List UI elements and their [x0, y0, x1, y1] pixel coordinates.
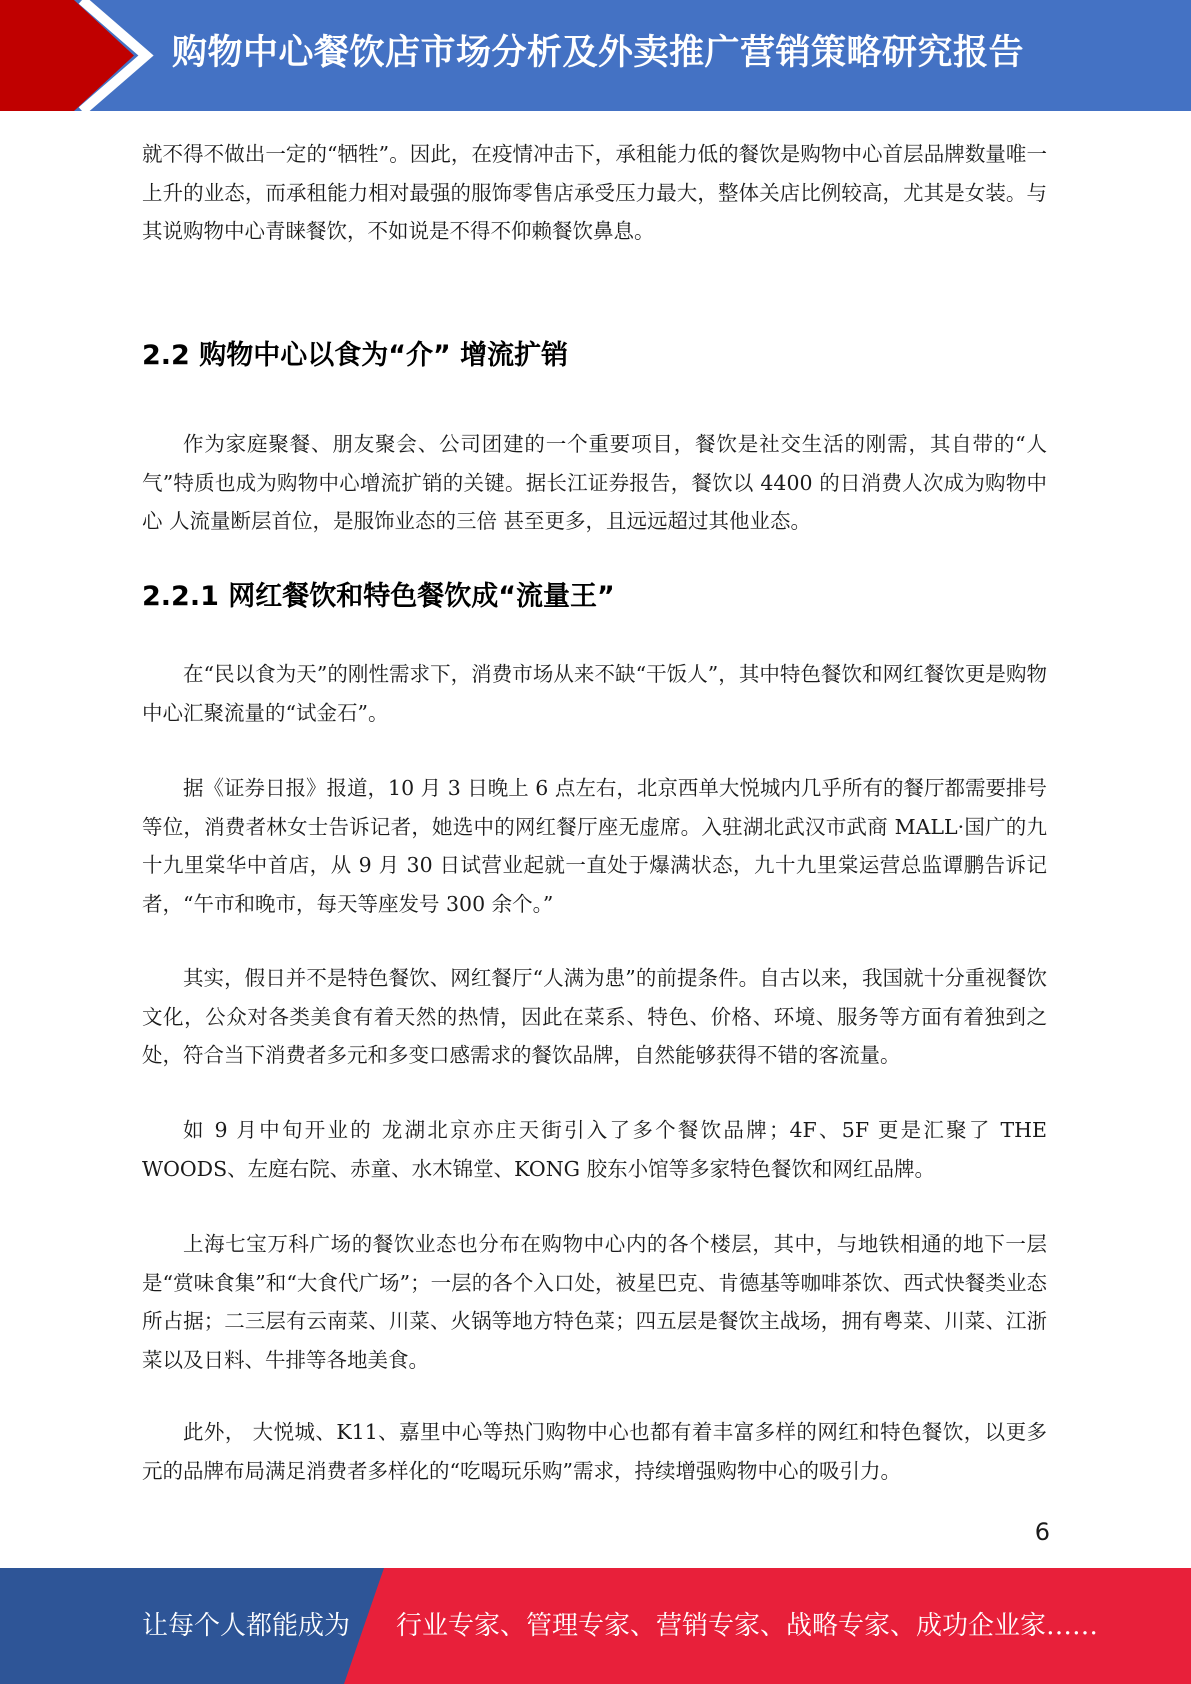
report-title: 购物中心餐饮店市场分析及外卖推广营销策略研究报告: [172, 33, 1025, 73]
page-footer: [0, 1568, 1191, 1684]
paragraph: 据《证券日报》报道，10 月 3 日晚上 6 点左右，北京西单大悦城内几乎所有的餐厅都需要排号等位，消费者林女士告诉记者，她选中的网红餐厅座无虚席。入驻湖北武汉市武商 MALL·国广的九十九里棠华中首店，从 9 月 30 日试营业起就一直处于爆满状态，九十九里棠运营总监谭鹏告诉记者，“午市和晚市，每天等座发号 300 余个。”: [142, 776, 1047, 916]
paragraph: 如 9 月中旬开业的 龙湖北京亦庄天街引入了多个餐饮品牌；4F、5F 更是汇聚了 THE WOODS、左庭右院、赤童、水木锦堂、KONG 胶东小馆等多家特色餐饮和网红品牌。: [142, 1118, 1047, 1181]
paragraph: 在“民以食为天”的刚性需求下，消费市场从来不缺“干饭人”，其中特色餐饮和网红餐饮更是购物中心汇聚流量的“试金石”。: [142, 662, 1047, 725]
section-heading-2-2: 2.2 购物中心以食为“介” 增流扩销: [142, 340, 569, 371]
paragraph: 其实，假日并不是特色餐饮、网红餐厅“人满为患”的前提条件。自古以来，我国就十分重视餐饮文化，公众对各类美食有着天然的热情，因此在菜系、特色、价格、环境、服务等方面有着独到之处，符合当下消费者多元和多变口感需求的餐饮品牌，自然能够获得不错的客流量。: [142, 966, 1047, 1067]
paragraph-continuation: 就不得不做出一定的“牺牲”。因此，在疫情冲击下，承租能力低的餐饮是购物中心首层品牌数量唯一上升的业态，而承租能力相对最强的服饰零售店承受压力最大，整体关店比例较高，尤其是女装。与其说购物中心青睐餐饮，不如说是不得不仰赖餐饮鼻息。: [142, 142, 1047, 243]
page-header: [0, 0, 1191, 111]
footer-slogan-left: 让每个人都能成为: [142, 1611, 351, 1641]
footer-slogan-right: 行业专家、管理专家、营销专家、战略专家、成功企业家……: [396, 1611, 1099, 1641]
paragraph: 上海七宝万科广场的餐饮业态也分布在购物中心内的各个楼层，其中，与地铁相通的地下一层是“赏味食集”和“大食代广场”；一层的各个入口处，被星巴克、肯德基等咖啡茶饮、西式快餐类业态所占据；二三层有云南菜、川菜、火锅等地方特色菜；四五层是餐饮主战场，拥有粤菜、川菜、江浙菜以及日料、牛排等各地美食。: [142, 1232, 1047, 1372]
subsection-heading-2-2-1: 2.2.1 网红餐饮和特色餐饮成“流量王”: [142, 581, 615, 612]
page-number: 6: [1034, 1518, 1050, 1546]
paragraph: 此外， 大悦城、K11、嘉里中心等热门购物中心也都有着丰富多样的网红和特色餐饮，以更多元的品牌布局满足消费者多样化的“吃喝玩乐购”需求，持续增强购物中心的吸引力。: [142, 1420, 1047, 1483]
paragraph-intro: 作为家庭聚餐、朋友聚会、公司团建的一个重要项目，餐饮是社交生活的刚需，其自带的“人气”特质也成为购物中心增流扩销的关键。据长江证券报告，餐饮以 4400 的日消费人次成为购物中心 人流量断层首位，是服饰业态的三倍 甚至更多，且远远超过其他业态。: [142, 432, 1047, 533]
